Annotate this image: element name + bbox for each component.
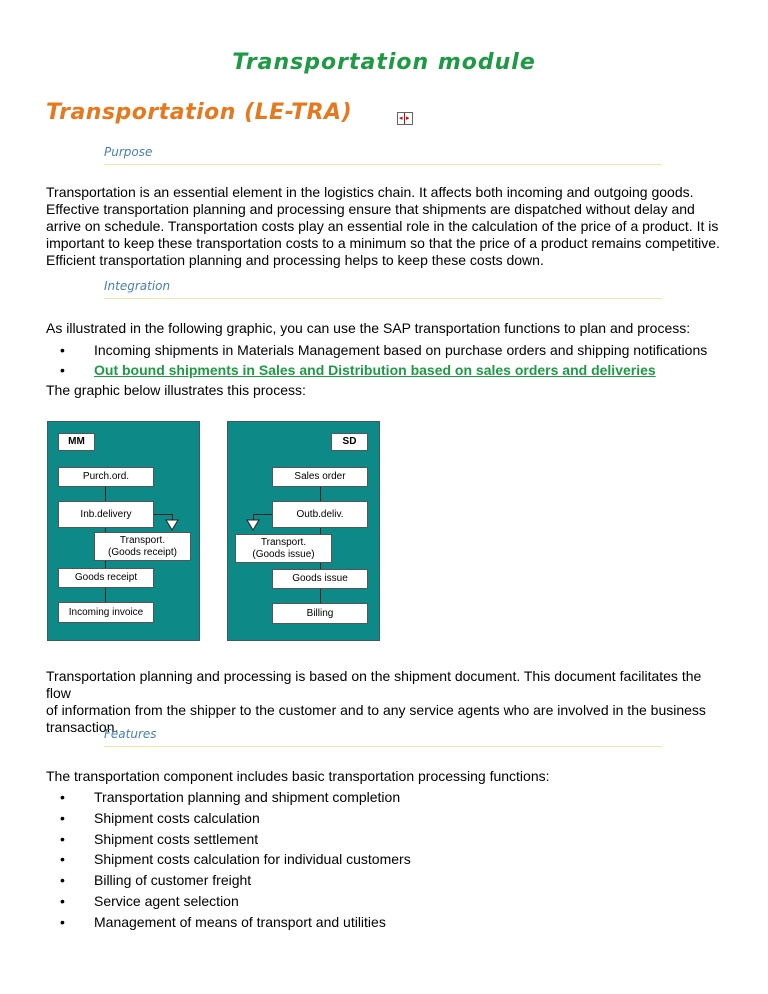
- purpose-heading: Purpose: [104, 145, 153, 159]
- integration-heading: Integration: [104, 279, 171, 293]
- integration-divider: [104, 298, 662, 299]
- bullet-icon: •: [60, 872, 65, 888]
- purpose-divider: [104, 164, 662, 165]
- purpose-line: arrive on schedule. Transportation costs play an essential role in the calculation of the price of a product. It is: [46, 218, 719, 234]
- sd-step-billing: Billing: [272, 603, 368, 624]
- connector: [105, 487, 106, 501]
- purpose-line: important to keep these transportation costs to a minimum so that the price of a product remains competitive.: [46, 235, 720, 251]
- arrow-down-icon: [165, 519, 179, 531]
- mm-step-inbound-delivery: Inb.delivery: [58, 501, 154, 528]
- connector: [320, 589, 321, 603]
- mm-transport-label: Transport.: [119, 534, 166, 546]
- features-intro: The transportation component includes basic transportation processing functions:: [46, 768, 550, 784]
- purpose-paragraph: [46, 184, 726, 269]
- mm-process-panel: [47, 421, 200, 641]
- mm-step-goods-receipt: Goods receipt: [58, 568, 154, 588]
- section-title: Transportation (LE-TRA): [46, 100, 353, 125]
- mm-step-purchase-order: Purch.ord.: [58, 467, 154, 487]
- bullet-icon: •: [60, 810, 65, 826]
- integration-outro: The graphic below illustrates this process:: [46, 382, 306, 398]
- shipment-line: Transportation planning and processing is based on the shipment document. This document facilitates the flow: [46, 668, 702, 701]
- sd-transport-sublabel: (Goods issue): [252, 548, 315, 560]
- purpose-line: Efficient transportation planning and processing helps to keep these costs down.: [46, 252, 544, 268]
- mm-step-transport: [94, 532, 191, 561]
- connector: [320, 487, 321, 501]
- purpose-line: Effective transportation planning and processing ensure that shipments are dispatched without delay and: [46, 201, 695, 217]
- shipment-paragraph: [46, 668, 726, 736]
- mm-transport-sublabel: (Goods receipt): [108, 546, 177, 558]
- mm-step-incoming-invoice: Incoming invoice: [58, 602, 154, 623]
- bullet-icon: •: [60, 789, 65, 805]
- bullet-icon: •: [60, 342, 65, 358]
- feature-item: Management of means of transport and utilities: [94, 914, 386, 930]
- mm-label: MM: [58, 433, 95, 451]
- feature-item: Transportation planning and shipment completion: [94, 789, 401, 805]
- feature-item: Shipment costs calculation: [94, 810, 260, 826]
- connector: [154, 514, 172, 515]
- sd-transport-label: Transport.: [260, 536, 307, 548]
- sd-step-outbound-delivery: Outb.deliv.: [272, 501, 368, 528]
- feature-item: Shipment costs calculation for individual customers: [94, 851, 411, 867]
- arrow-down-icon: [246, 519, 260, 531]
- sd-step-transport: [235, 534, 332, 563]
- sd-process-panel: [227, 421, 380, 641]
- features-heading: Features: [104, 727, 157, 741]
- purpose-line: Transportation is an essential element in the logistics chain. It affects both incoming and outgoing goods.: [46, 184, 694, 200]
- bullet-icon: •: [60, 362, 65, 378]
- integration-intro: As illustrated in the following graphic, you can use the SAP transportation functions to plan and process:: [46, 320, 691, 336]
- sd-step-sales-order: Sales order: [272, 467, 368, 487]
- connector: [105, 588, 106, 602]
- feature-item: Billing of customer freight: [94, 872, 252, 888]
- bullet-icon: •: [60, 893, 65, 909]
- shipment-line: transaction.: [46, 719, 119, 735]
- feature-item: Service agent selection: [94, 893, 239, 909]
- features-divider: [104, 746, 662, 747]
- document-title: Transportation module: [232, 50, 536, 75]
- bullet-icon: •: [60, 851, 65, 867]
- sd-label: SD: [331, 433, 368, 451]
- outbound-shipments-link[interactable]: Out bound shipments in Sales and Distribution based on sales orders and deliveries: [94, 362, 656, 378]
- bullet-icon: •: [60, 914, 65, 930]
- feature-item: Shipment costs settlement: [94, 831, 259, 847]
- sd-step-goods-issue: Goods issue: [272, 569, 368, 589]
- expand-icon[interactable]: ◂ ▸: [397, 112, 413, 125]
- shipment-line: of information from the shipper to the customer and to any service agents who are involved in the business: [46, 702, 706, 718]
- connector: [253, 514, 272, 515]
- integration-bullet-inbound: Incoming shipments in Materials Management based on purchase orders and shipping notifications: [94, 342, 708, 358]
- bullet-icon: •: [60, 831, 65, 847]
